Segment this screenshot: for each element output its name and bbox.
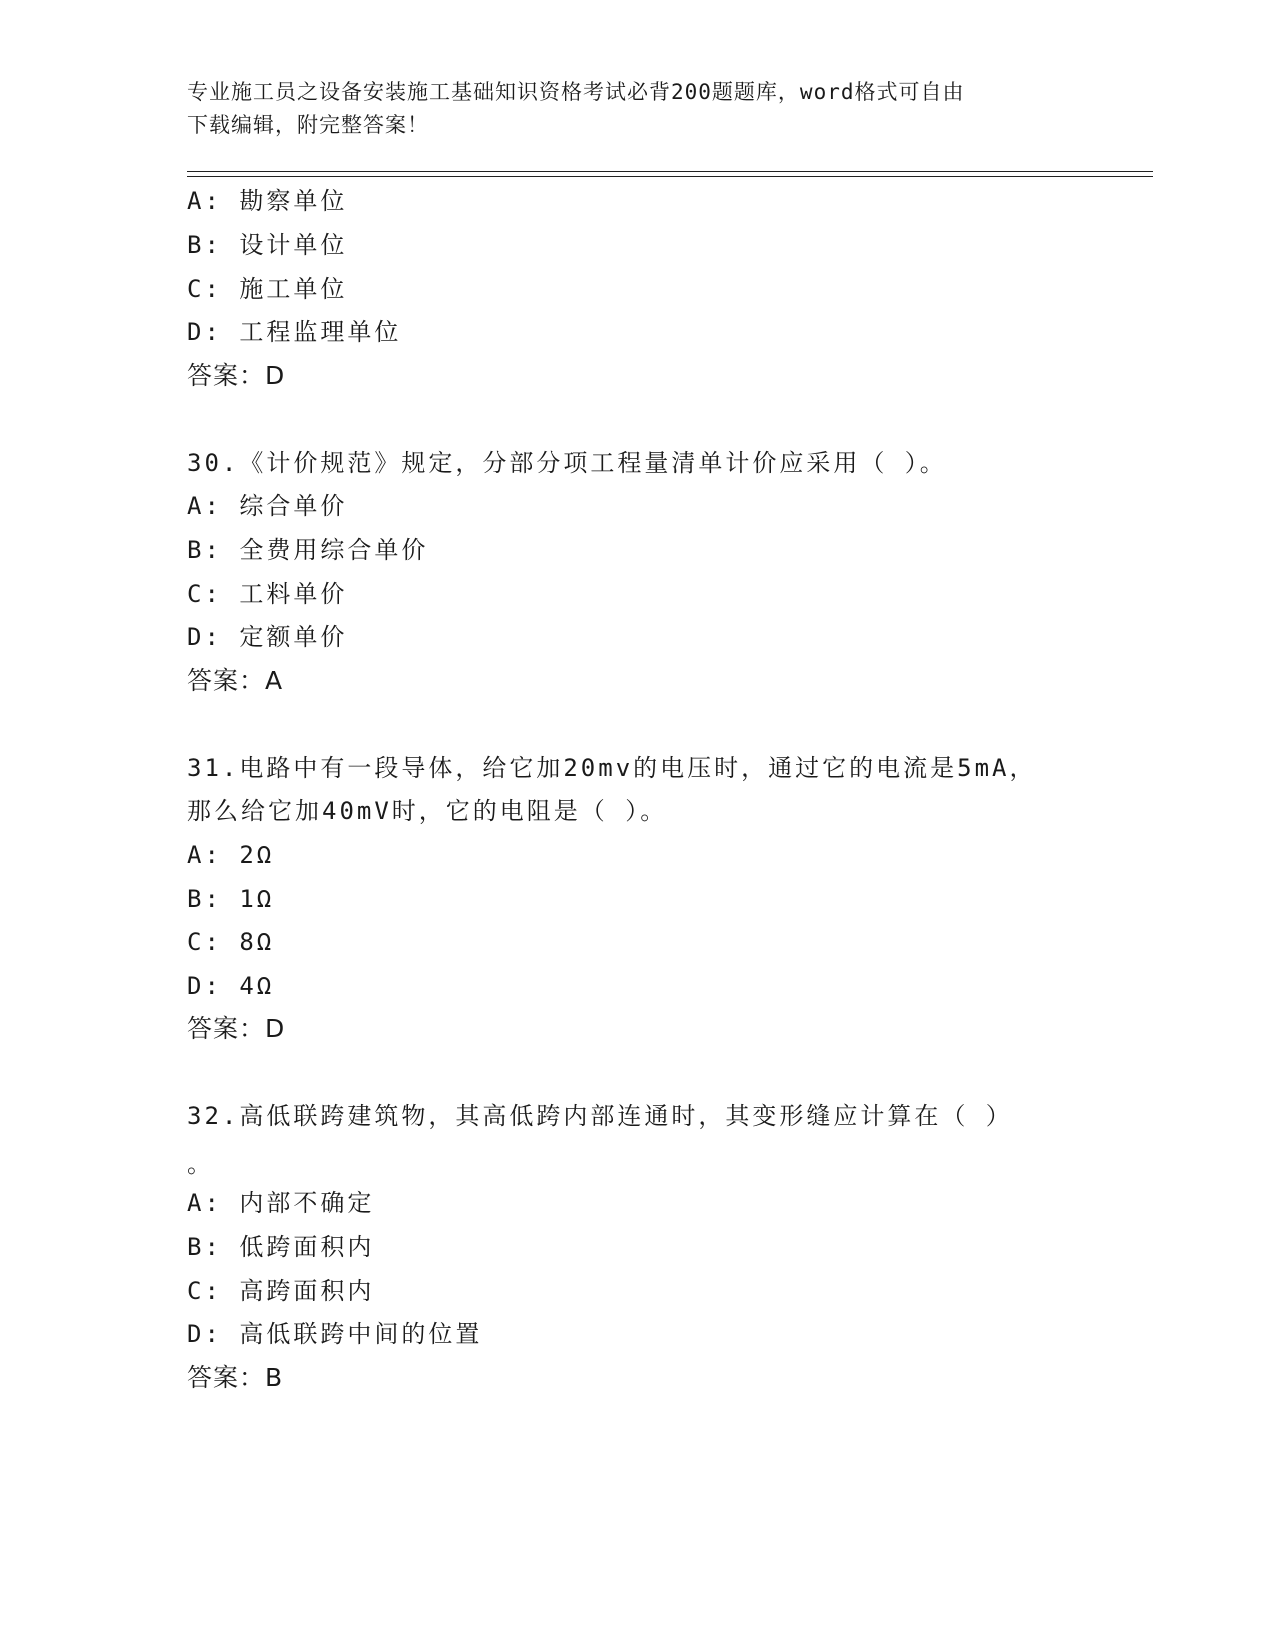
q31-answer: 答案：D <box>187 1014 286 1043</box>
q31-option-c: C: 8Ω <box>187 928 275 956</box>
q30-option-c: C: 工料单价 <box>187 580 348 608</box>
q31-option-d: D: 4Ω <box>187 972 275 1000</box>
q30-question: 30.《计价规范》规定，分部分项工程量清单计价应采用（ ）。 <box>187 449 947 477</box>
q32-option-b: B: 低跨面积内 <box>187 1233 375 1261</box>
q31-option-b: B: 1Ω <box>187 885 275 913</box>
header-line-2: 下载编辑，附完整答案！ <box>187 113 429 137</box>
q30-answer: 答案：A <box>187 666 284 695</box>
q32-option-d: D: 高低联跨中间的位置 <box>187 1320 483 1348</box>
q32-question-line-1: 32.高低联跨建筑物，其高低跨内部连通时，其变形缝应计算在（ ） <box>187 1102 1013 1130</box>
q29-option-c: C: 施工单位 <box>187 275 348 303</box>
q31-question-line-2: 那么给它加40mV时，它的电阻是（ ）。 <box>187 797 668 825</box>
q29-option-d: D: 工程监理单位 <box>187 318 402 346</box>
q32-answer: 答案：B <box>187 1363 284 1392</box>
q29-option-b: B: 设计单位 <box>187 231 348 259</box>
q30-option-b: B: 全费用综合单价 <box>187 536 429 564</box>
document-header <box>187 76 1087 142</box>
q30-option-a: A: 综合单价 <box>187 492 348 520</box>
q29-answer: 答案：D <box>187 361 286 390</box>
header-line-1: 专业施工员之设备安装施工基础知识资格考试必背200题题库，word格式可自由 <box>187 80 965 104</box>
q31-question-line-1: 31.电路中有一段导体，给它加20mv的电压时，通过它的电流是5mA， <box>187 754 1037 782</box>
q32-question-line-2: 。 <box>187 1150 214 1178</box>
q32-option-c: C: 高跨面积内 <box>187 1277 375 1305</box>
q32-option-a: A: 内部不确定 <box>187 1189 375 1217</box>
header-rule-top <box>187 171 1153 172</box>
q29-option-a: A: 勘察单位 <box>187 187 348 215</box>
q30-option-d: D: 定额单价 <box>187 623 348 651</box>
header-rule-bottom <box>187 176 1153 177</box>
q31-option-a: A: 2Ω <box>187 841 275 869</box>
